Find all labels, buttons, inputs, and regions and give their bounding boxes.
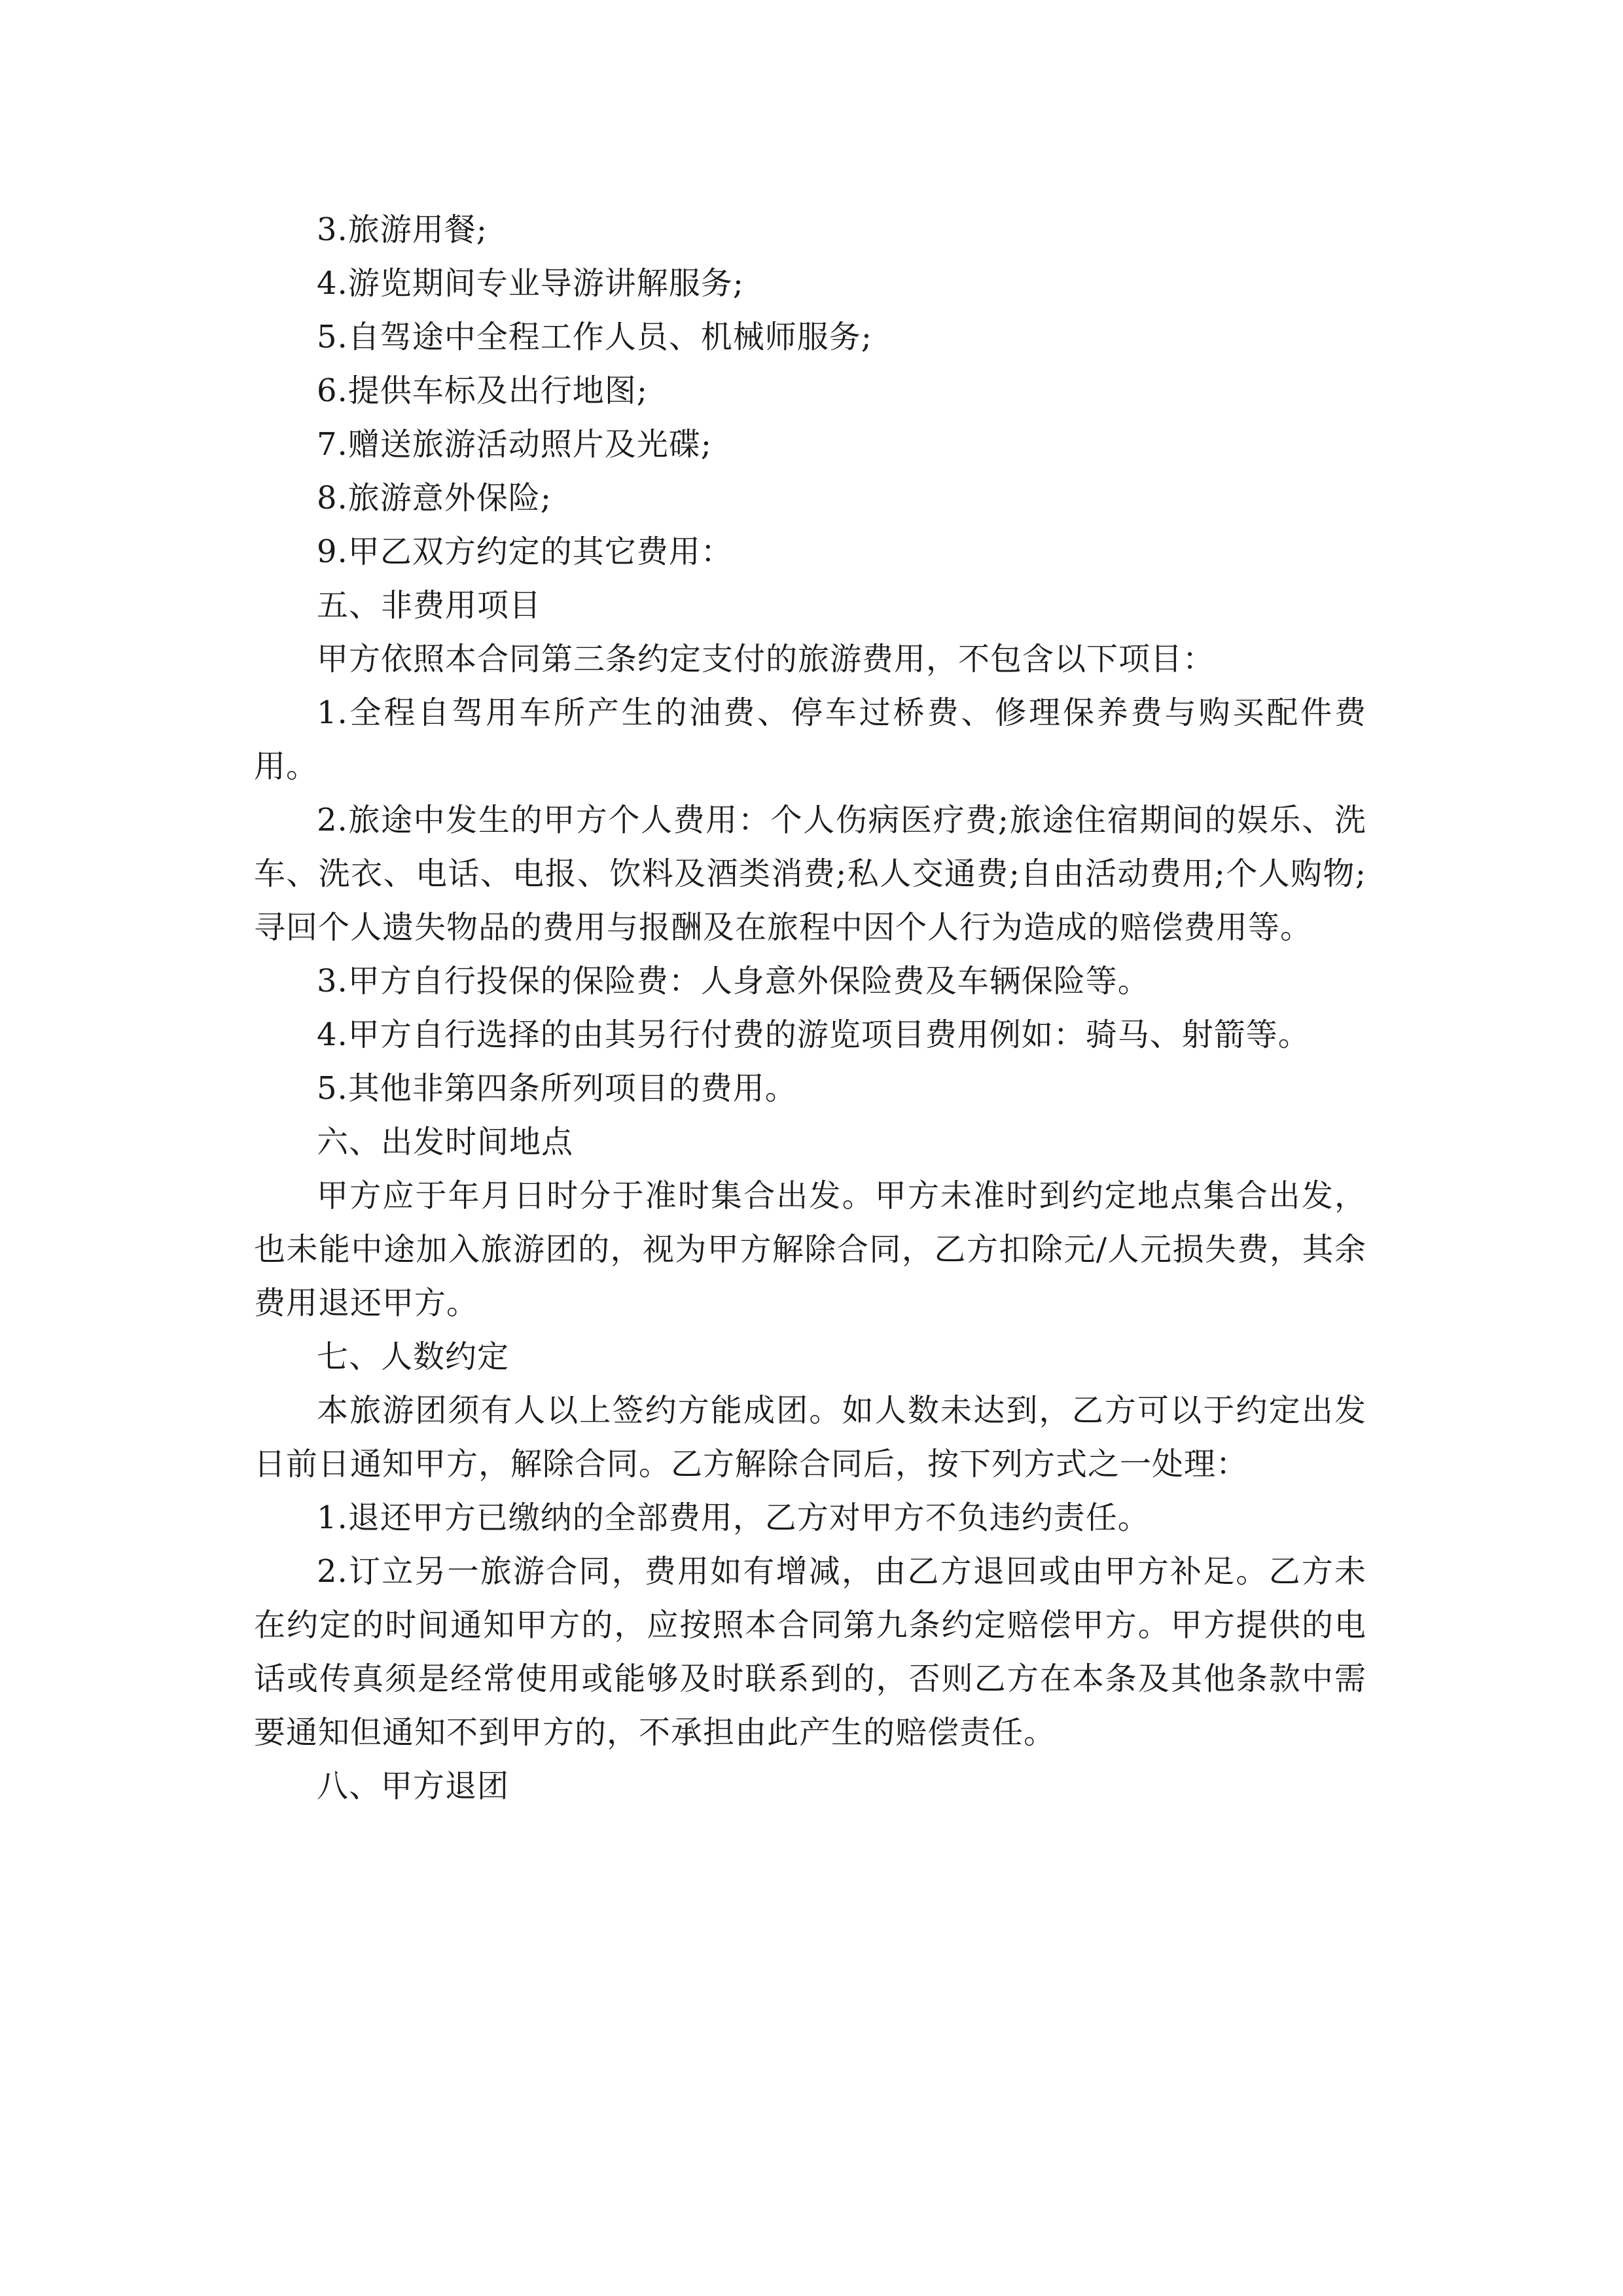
section-5-item-3: 3.甲方自行投保的保险费：人身意外保险费及车辆保险等。 <box>317 963 1150 999</box>
section-7-item-1: 1.退还甲方已缴纳的全部费用，乙方对甲方不负违约责任。 <box>317 1499 1150 1536</box>
paragraph-item-9-other: 9.甲乙双方约定的其它费用： <box>317 533 733 570</box>
section-5-intro: 甲方依照本合同第三条约定支付的旅游费用，不包含以下项目： <box>317 641 1215 677</box>
section-heading-5: 五、非费用项目 <box>317 587 542 624</box>
paragraph-item-6-map: 6.提供车标及出行地图; <box>317 372 648 409</box>
paragraph-item-7-photos: 7.赠送旅游活动照片及光碟; <box>317 426 712 463</box>
paragraph-item-5-staff: 5.自驾途中全程工作人员、机械师服务; <box>317 319 872 355</box>
paragraph-item-4-guide: 4.游览期间专业导游讲解服务; <box>317 265 744 302</box>
section-heading-7: 七、人数约定 <box>317 1338 510 1375</box>
section-5-item-5: 5.其他非第四条所列项目的费用。 <box>317 1070 797 1107</box>
section-7-item-2: 2.订立另一旅游合同，费用如有增减，由乙方退回或由甲方补足。乙方未在约定的时间通知甲方的，应按照本合同第九条约定赔偿甲方。甲方提供的电话或传真须是经常使用或能够及时联系到的，否则乙方在本条及其他条款中需要通知但通知不到甲方的，不承担由此产生的赔偿责任。 <box>254 1553 1366 1751</box>
document-body <box>254 203 1366 1813</box>
section-6-body: 甲方应于年月日时分于准时集合出发。甲方未准时到约定地点集合出发，也未能中途加入旅游团的，视为甲方解除合同，乙方扣除元/人元损失费，其余费用退还甲方。 <box>254 1177 1366 1321</box>
section-5-item-4: 4.甲方自行选择的由其另行付费的游览项目费用例如：骑马、射箭等。 <box>317 1016 1310 1053</box>
section-5-item-1: 1.全程自驾用车所产生的油费、停车过桥费、修理保养费与购买配件费用。 <box>254 694 1366 785</box>
paragraph-item-3-meals: 3.旅游用餐; <box>317 211 488 248</box>
section-heading-8: 八、甲方退团 <box>317 1768 510 1804</box>
paragraph-item-8-insurance: 8.旅游意外保险; <box>317 480 552 516</box>
section-7-intro: 本旅游团须有人以上签约方能成团。如人数未达到，乙方可以于约定出发日前日通知甲方，解除合同。乙方解除合同后，按下列方式之一处理： <box>254 1392 1366 1482</box>
section-heading-6: 六、出发时间地点 <box>317 1124 574 1160</box>
section-5-item-2: 2.旅途中发生的甲方个人费用：个人伤病医疗费;旅途住宿期间的娱乐、洗车、洗衣、电话、电报、饮料及酒类消费;私人交通费;自由活动费用;个人购物;寻回个人遗失物品的费用与报酬及在旅程中因个人行为造成的赔偿费用等。 <box>254 802 1366 946</box>
